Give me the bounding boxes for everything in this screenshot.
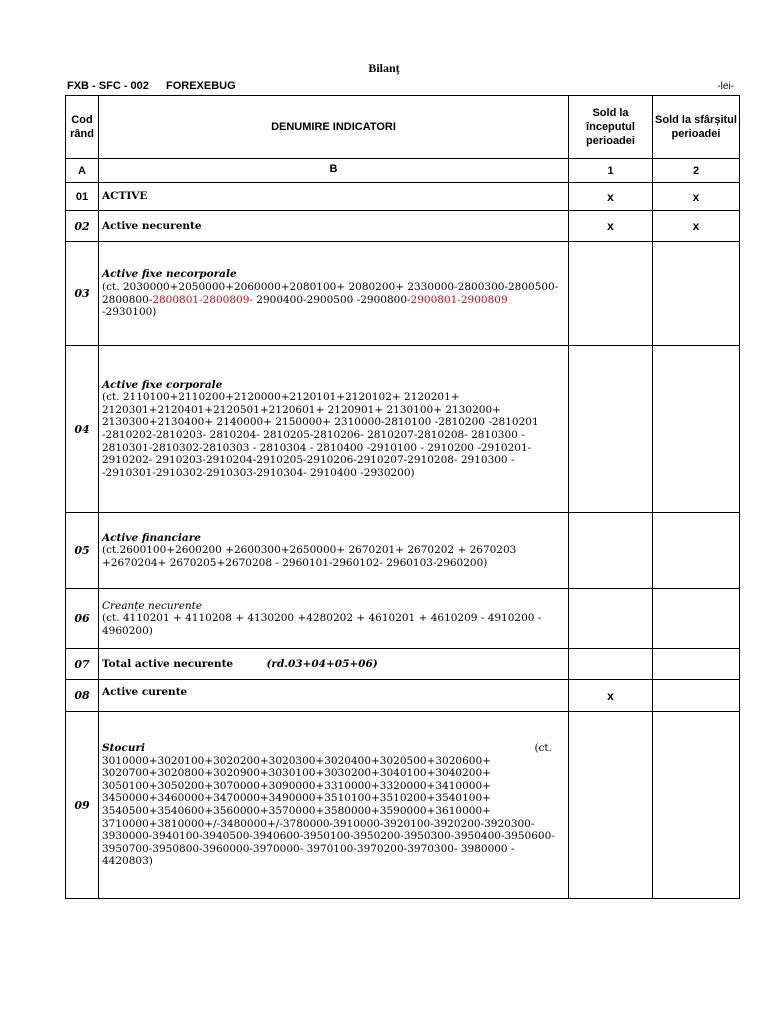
row-description: [99, 712, 569, 899]
row-start-value: x: [569, 680, 653, 712]
formula-highlight: 2900801-2900809: [410, 293, 508, 306]
row-start-value: [569, 242, 653, 346]
col-header-end: Sold la sfârșitul perioadei: [653, 96, 740, 159]
row-label: Active necurente: [99, 211, 569, 242]
row-end-value: [653, 712, 740, 899]
row-end-value: [653, 346, 740, 513]
col-num-2: 2: [653, 159, 740, 183]
row-formula: [102, 281, 564, 319]
row-code: 05: [66, 513, 99, 589]
formula-highlight: 2800801-2800809-: [152, 293, 253, 306]
row-description: [99, 242, 569, 346]
col-header-code: Cod rând: [66, 96, 99, 159]
entity-name: FOREXEBUG: [165, 80, 236, 92]
row-end-value: [653, 513, 740, 589]
row-label: Active fixe necorporale: [102, 268, 237, 281]
table-row: [66, 589, 740, 649]
row-code: 01: [66, 183, 99, 211]
row-label: Creanțe necurente: [102, 599, 203, 612]
row-description: [99, 346, 569, 513]
form-code: FXB - SFC - 002: [67, 80, 149, 92]
row-start-value: x: [569, 211, 653, 242]
row-start-value: [569, 346, 653, 513]
formula-text: 2900400-2900500 -2900800-: [252, 293, 411, 306]
row-end-value: [653, 589, 740, 649]
row-end-value: x: [653, 183, 740, 211]
row-start-value: x: [569, 183, 653, 211]
row-end-value: [653, 242, 740, 346]
table-row: [66, 680, 740, 712]
table-row: [66, 649, 740, 680]
row-label: Stocuri: [102, 742, 145, 755]
currency-unit: -lei-: [717, 81, 734, 92]
col-header-start: Sold la începutul perioadei: [569, 96, 653, 159]
row-code: 07: [66, 649, 99, 680]
row-formula: (ct.2600100+2600200 +2600300+2650000+ 2670201+ 2670202 + 2670203 +2670204+ 2670205+2670208 - 2960101-2960102- 2960103-2960200): [102, 544, 517, 569]
row-label: ACTIVE: [99, 183, 569, 211]
table-row: [66, 712, 740, 899]
table-row: [66, 242, 740, 346]
row-end-value: x: [653, 211, 740, 242]
table-row: [66, 346, 740, 513]
col-header-name: DENUMIRE INDICATORI: [99, 96, 569, 159]
row-code: 06: [66, 589, 99, 649]
row-end-value: [653, 680, 740, 712]
row-code: 08: [66, 680, 99, 712]
row-start-value: [569, 712, 653, 899]
table-row: [66, 211, 740, 242]
row-code: 02: [66, 211, 99, 242]
row-start-value: [569, 513, 653, 589]
row-start-value: [569, 589, 653, 649]
table-letter-row: [66, 159, 740, 183]
row-code: 04: [66, 346, 99, 513]
row-description: [99, 649, 569, 680]
balance-sheet-table: [65, 95, 740, 899]
col-letter-b: B: [99, 159, 569, 183]
row-description: [99, 589, 569, 649]
row-label: Active fixe corporale: [102, 378, 223, 391]
row-label: Active curente: [99, 680, 569, 712]
row-formula: 3010000+3020100+3020200+3020300+3020400+3020500+3020600+ 3020700+3020800+3020900+3030100+3030200+3040100+3040200+ 3050100+3050200+3070000+3090000+3310000+3320000+3410000+ 3450000+3460000+3470000+3490000+3510100+3510200+3540100+ 3540500+3540600+3560000+3570000+3580000+3590000+3610000+ 3710000+3810000+/-3480000+/-3780000-3910000-3920100-3920200-3920300-3930000-3940100-3940500-3940600-3950100-3950200-3950300-3950400-3950600-3950700-3950800-3960000-3970000- 3970100-3970200-3970300- 3980000 - 4420803): [102, 754, 555, 868]
row-ct-prefix: (ct.: [534, 742, 552, 755]
row-label: Total active necurente: [102, 657, 234, 670]
col-num-1: 1: [569, 159, 653, 183]
table-row: [66, 183, 740, 211]
col-letter-a: A: [66, 159, 99, 183]
row-label-line: [102, 742, 564, 755]
row-description: [99, 513, 569, 589]
row-code: 09: [66, 712, 99, 899]
row-formula: (ct. 2110100+2110200+2120000+2120101+2120102+ 2120201+ 2120301+2120401+2120501+2120601+ 2120901+ 2130100+ 2130200+ 2130300+2130400+ 2140000+ 2150000+ 2310000-2810100 -2810200 -2810201 -2810202-2810203- 2810204- 2810205-2810206- 2810207-2810208- 2810300 - 2810301-2810302-2810303 - 2810304 - 2810400 -2910100 - 2910200 -2910201-2910202- 2910203-2910204-2910205-2910206-2910207-2910208- 2910300 - -2910301-2910302-2910303-2910304- 2910400 -2930200): [102, 391, 539, 479]
document-title: Bilanț: [368, 61, 400, 75]
formula-text: -2930100): [102, 306, 157, 319]
formula-text: (ct. 2030000+2050000+2060000+2080100+ 2080200+ 2330000-2800300-2800500-2800800-: [102, 280, 559, 306]
table-header-row: [66, 96, 740, 159]
row-formula: (ct. 4110201 + 4110208 + 4130200 +4280202 + 4610201 + 4610209 - 4910200 - 4960200): [102, 612, 542, 637]
row-label: Active financiare: [102, 531, 201, 544]
row-start-value: [569, 649, 653, 680]
row-code: 03: [66, 242, 99, 346]
table-row: [66, 513, 740, 589]
row-end-value: [653, 649, 740, 680]
row-note: (rd.03+04+05+06): [266, 657, 378, 670]
form-header: [67, 80, 250, 92]
